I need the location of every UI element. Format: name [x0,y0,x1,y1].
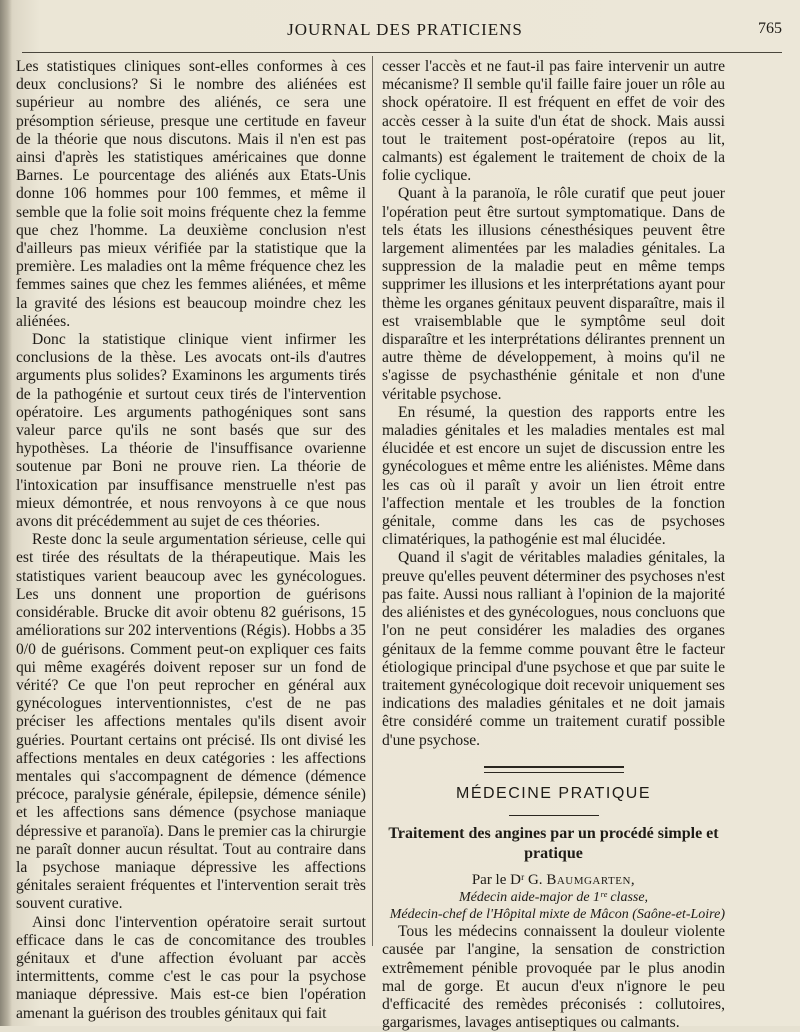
paragraph: En résumé, la question des rapports entre les maladies génitales et les maladies mentales est mal élucidée et est encore un sujet de discussion entre les gynécologues et même entre les aliénistes. Même dans les cas où il paraît y avoir un lien étroit entre l'affection mentale et les troubles de la fonction génitale, comme dans les cas de psychoses climatériques, la pathogénie est mal élucidée. [382,403,725,549]
author-affiliation: Médecin-chef de l'Hôpital mixte de Mâcon (Saône-et-Loire) [389,907,725,923]
paragraph: Reste donc la seule argumentation sérieuse, celle qui est tirée des résultats de la thérapeutique. Mais les statistiques varient beaucoup avec les gynécologues. Les uns donnent une proportion de guérisons considérable. Brucke dit avoir obtenu 82 guérisons, 15 améliorations sur 202 interventions (Régis). Hobbs a 35 0/0 de guérisons. Comment peut-on expliquer ces faits qui même exagérés doivent reposer sur un fond de vérité? Ce que l'on peut reprocher en général aux gynécologues interventionnistes, c'est de ne pas préciser les affections mentales qu'ils disent avoir guéries. Pourtant certains ont précisé. Ils ont divisé les affections mentales en deux catégories : les affections mentales qui s'accompagnent de démence (démence précoce, paralysie générale, épilepsie, démence sénile) et les affections sans démence (psychose maniaque dépressive et paranoïa). Dans le premier cas la chirurgie ne paraît donner aucun résultat. Tout au contraire dans la psychose maniaque dépressive les affections génitales seraient fréquentes et l'intervention serait très souvent curative. [16,531,366,913]
section-title-rule [509,815,599,816]
header-rule [22,52,782,53]
page-header [10,20,800,44]
article-body: Tous les médecins connaissent la douleur violente causée par l'angine, la sensation de constriction extrêmement pénible provoquée par le plus anodin mal de gorge. Et aucun d'eux n'ignore le peu d'efficacité des remèdes préconisés : collutoires, gargarismes, lavages antiseptiques ou calmants. [382,923,725,1032]
author-name: Baumgarten, [546,871,636,888]
paragraph: cesser l'accès et ne faut-il pas faire intervenir un autre mécanisme? Il semble qu'il faille faire jouer un rôle au shock opératoire. Il est fréquent en effet de voir des accès cesser à la suite d'un état de shock. Mais aussi tout le traitement post-opératoire (repos au lit, calmants) est également le traitement de choix de la folie cyclique. [382,58,725,185]
paragraph: Ainsi donc l'intervention opératoire serait surtout efficace dans le cas de concomitance des troubles génitaux et d'une affection évoluant par accès intermittents, comme c'est le cas pour la psychose maniaque dépressive. Mais est-ce bien l'opération amenant la guérison des troubles génitaux qui fait [16,913,366,1022]
paragraph: Les statistiques cliniques sont-elles conformes à ces deux conclusions? Si le nombre des aliénées est supérieur au nombre des aliénés, ce sera une présomption sérieuse, presque une certitude en faveur de la théorie que nous discutons. Mais il n'en est pas ainsi d'après les statistiques américaines que donne Barnes. Le pourcentage des aliénés aux Etats-Unis donne 106 hommes pour 100 femmes, et même il semble que la folie soit moins fréquente chez la femme que chez l'homme. La deuxième conclusion n'est d'ailleurs pas mieux vérifiée par la statistique que la première. Les maladies ont la même fréquence chez les femmes saines que chez les femmes aliénées, et même la gravité des lésions est beaucoup moindre chez les aliénées. [16,58,366,330]
binding-gutter [0,0,12,1026]
page-number: 765 [758,20,782,37]
byline [382,871,725,889]
paragraph: Donc la statistique clinique vient infirmer les conclusions de la thèse. Les avocats ont-ils d'autres arguments plus solides? Examinons les arguments tirés de la pathogénie et surtout ceux tirés de l'intervention opératoire. Les arguments pathogéniques sont sans valeur parce qu'ils ne sont basés que sur des hypothèses. La théorie de l'insuffisance ovarienne soutenue par Boni ne prouve rien. La théorie de l'intoxication par insuffisance menstruelle n'est pas mieux démontrée, et nous renvoyons à ce que nous avons dit précédemment au sujet de ces théories. [16,331,366,531]
column-divider [372,56,373,946]
paragraph: Quant à la paranoïa, le rôle curatif que peut jouer l'opération peut être surtout symptomatique. Dans de tels états les illusions cénesthésiques peuvent être largement alimentées par les maladies génitales. La suppression de la maladie peut en même temps supprimer les illusions et les interprétations ayant pour thème les organes génitaux peuvent disparaître, mais il est vraisemblable que le symptôme seul doit disparaître et les interprétations délirantes prennent un autre thème de développement, à moins qu'il ne s'agisse de psychasthénie génitale et non d'une véritable psychose. [382,185,725,403]
section-title: MÉDECINE PRATIQUE [456,784,651,802]
running-title: JOURNAL DES PRATICIENS [287,20,523,39]
paragraph: Quand il s'agit de véritables maladies génitales, la preuve qu'elles peuvent déterminer des psychoses n'est pas faite. Aussi nous ralliant à l'opinion de la majorité des aliénistes et des gynécologues, nous concluons que l'on ne peut considérer les maladies des organes génitaux de la femme comme pouvant être le facteur étiologique principal d'une psychose et que par suite le traitement gynécologique doit recevoir uniquement ses indications des maladies génitales et ne doit jamais être considéré comme un traitement curatif possible d'une psychose. [382,549,725,749]
right-column [382,58,725,1032]
section-divider [484,766,624,773]
byline-prefix: Par le Dʳ G. [471,871,543,888]
left-column [16,58,366,1023]
author-affiliation: Médecin aide-major de 1ʳᵉ classe, [458,890,649,906]
article-title: Traitement des angines par un procédé simple et pratique [388,824,719,862]
